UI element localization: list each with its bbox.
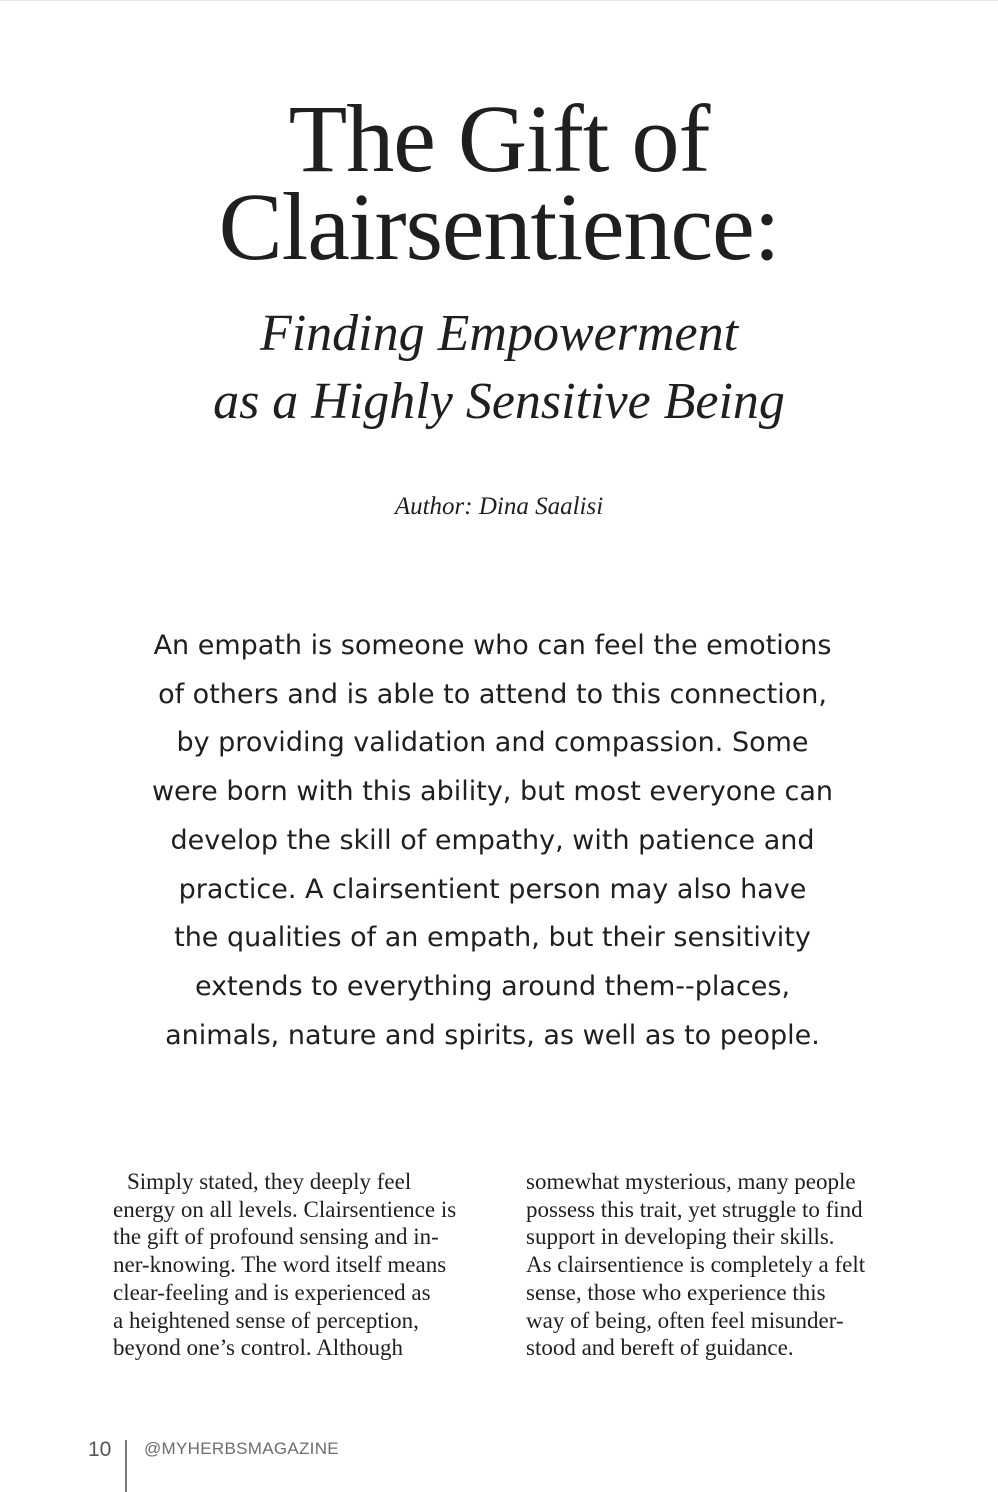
- body-line: As clairsentience is completely a felt: [526, 1252, 866, 1278]
- author-byline: Author: Dina Saalisi: [394, 493, 604, 520]
- intro-line: practice. A clairsentient person may also have: [178, 873, 807, 905]
- intro-line: the qualities of an empath, but their sensitivity: [174, 922, 811, 954]
- intro-line: extends to everything around them--places,: [194, 970, 791, 1002]
- page-footer: [0, 1430, 998, 1492]
- body-line: ner-knowing. The word itself means: [113, 1252, 447, 1278]
- body-line: somewhat mysterious, many people: [526, 1169, 856, 1194]
- intro-line: animals, nature and spirits, as well as to people.: [165, 1019, 820, 1051]
- body-line: a heightened sense of perception,: [113, 1307, 419, 1333]
- intro-line: were born with this ability, but most everyone can: [151, 776, 834, 808]
- body-line: clear-feeling and is experienced as: [113, 1279, 431, 1305]
- body-line: stood and bereft of guidance.: [526, 1335, 794, 1361]
- intro-line: An empath is someone who can feel the emotions: [153, 630, 832, 661]
- body-column-left: [113, 1168, 488, 1362]
- body-line: energy on all levels. Clairsentience is: [113, 1196, 457, 1222]
- body-line: beyond one’s control. Although: [113, 1335, 404, 1361]
- title-line-1: The Gift of: [288, 85, 710, 192]
- intro-line: of others and is able to attend to this connection,: [158, 678, 827, 710]
- body-line: Simply stated, they deeply feel: [127, 1169, 412, 1194]
- page-top-rule: [0, 0, 998, 1]
- page-number: 10: [88, 1438, 112, 1461]
- body-line: way of being, often feel misunder-: [526, 1307, 844, 1333]
- body-line: possess this trait, yet struggle to find: [526, 1196, 863, 1222]
- intro-pull-quote: [100, 622, 885, 1060]
- social-handle: @MYHERBSMAGAZINE: [144, 1439, 339, 1458]
- intro-line: by providing validation and compassion. Some: [176, 727, 809, 759]
- body-line: support in developing their skills.: [526, 1224, 835, 1250]
- footer-divider: [125, 1440, 127, 1492]
- article-title: [0, 85, 998, 280]
- article-subtitle: [0, 300, 998, 436]
- body-column-right: [526, 1168, 906, 1362]
- body-line: the gift of profound sensing and in-: [113, 1224, 439, 1250]
- subtitle-line-2: as a Highly Sensitive Being: [213, 373, 785, 430]
- body-line: sense, those who experience this: [526, 1279, 826, 1305]
- intro-line: develop the skill of empathy, with patience and: [170, 824, 815, 856]
- subtitle-line-1: Finding Empowerment: [259, 305, 739, 362]
- title-line-2: Clairsentience:: [218, 173, 780, 280]
